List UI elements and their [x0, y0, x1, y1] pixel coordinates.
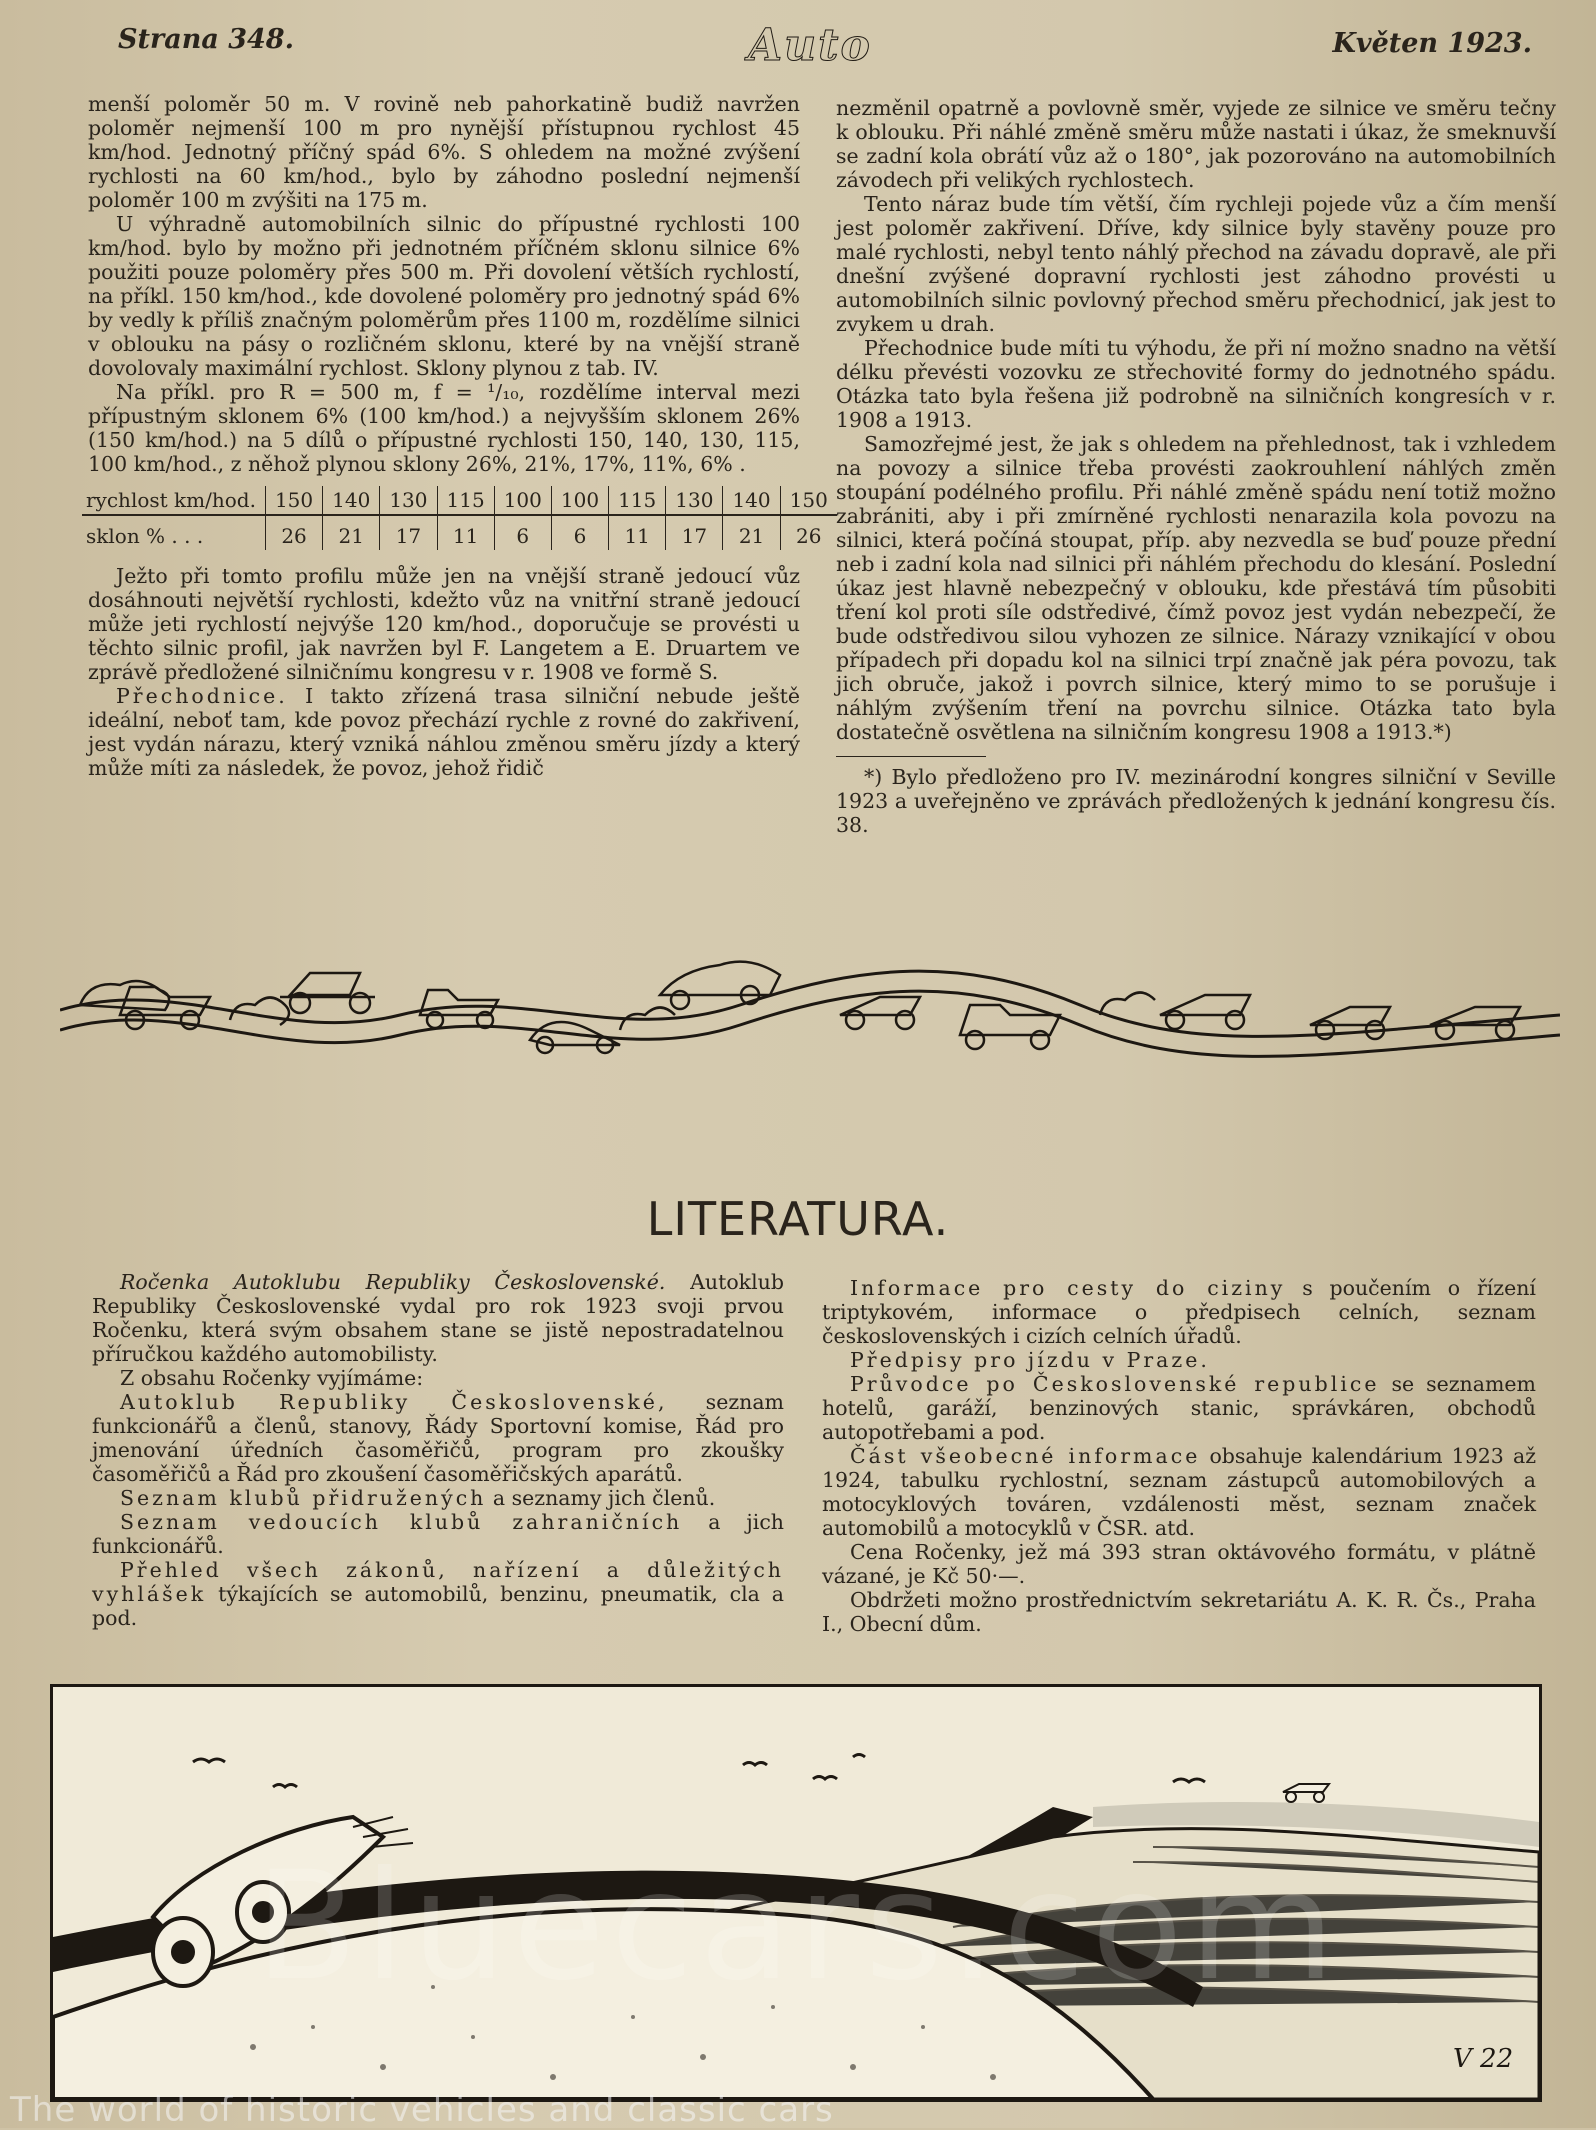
- page-number: Strana 348.: [118, 24, 294, 55]
- subheading-lead: Přechodnice.: [116, 684, 288, 708]
- spaced-lead: Autoklub Republiky Československé,: [120, 1390, 668, 1414]
- paragraph: [822, 1276, 1536, 1348]
- table-cell: 21: [323, 515, 380, 550]
- paragraph: [92, 1510, 784, 1558]
- landscape-car-illustration: [50, 1684, 1542, 2102]
- paragraph: nezměnil opatrně a povlovně směr, vyjede ze silnice ve směru tečny k oblouku. Při náhlé změně směru může nastati i úkaz, že smeknuvší se zadní kola obrátí vůz až o 180°, jak pozorováno na automobilních závodech při velikých rychlostech.: [836, 96, 1556, 192]
- paragraph-text: obsahuje kalendárium 1923 až 1924, tabulku rychlostní, seznam zástupců automobilových a motocyklových továren, vzdálenosti měst, seznam značek automobilů a motocyklů v ČSR. atd.: [822, 1444, 1536, 1540]
- table-cell: 115: [609, 486, 666, 515]
- paragraph-text: a jich funkcionářů.: [92, 1510, 784, 1558]
- spaced-lead: Průvodce po Československé republice: [850, 1372, 1380, 1396]
- paragraph: [92, 1486, 784, 1510]
- literature-column-right: [822, 1276, 1536, 1636]
- table-cell: 26: [780, 515, 837, 550]
- table-cell: 17: [666, 515, 723, 550]
- table-row-label: rychlost km/hod.: [86, 488, 256, 512]
- footnote: *) Bylo předloženo pro IV. mezinárodní kongres silniční v Seville 1923 a uveřejněno ve zprávách předložených k jednání kongresu čís. 38.: [836, 765, 1556, 837]
- table-cell: 6: [494, 515, 551, 550]
- paragraph: [92, 1270, 784, 1366]
- table-cell: 150: [780, 486, 837, 515]
- table-cell: 140: [723, 486, 780, 515]
- spaced-lead: Část všeobecné informace: [850, 1444, 1201, 1468]
- article-column-left: [86, 92, 828, 780]
- paragraph: Z obsahu Ročenky vyjímáme:: [120, 1366, 424, 1390]
- table-cell: 130: [666, 486, 723, 515]
- table-cell: 11: [437, 515, 494, 550]
- table-cell: 140: [323, 486, 380, 515]
- section-title: LITERATURA.: [646, 1192, 950, 1246]
- paragraph: Na příkl. pro R = 500 m, f = ¹/₁₀, rozdělíme interval mezi přípustným sklonem 6% (100 km/hod.) a nejvyšším sklonem 26% (150 km/hod.) na 5 dílů o přípustné rychlosti 150, 140, 130, 115, 100 km/hod., z něhož plynou sklony 26%, 21%, 17%, 11%, 6% .: [88, 380, 800, 476]
- watermark-tagline: The world of historic vehicles and classic cars: [10, 2090, 834, 2130]
- paragraph: [92, 1558, 784, 1630]
- article-column-right: [836, 96, 1556, 837]
- issue-date: Květen 1923.: [1332, 28, 1532, 59]
- spaced-lead: Předpisy pro jízdu v Praze.: [850, 1348, 1210, 1372]
- table-row-slope: [82, 515, 837, 550]
- spaced-lead: Seznam klubů přidružených: [120, 1486, 487, 1510]
- paragraph-text: týkajících se automobilů, benzinu, pneumatik, cla a pod.: [92, 1582, 784, 1630]
- table-cell: 150: [265, 486, 322, 515]
- footnote-divider: [836, 756, 986, 757]
- table-cell: 6: [551, 515, 608, 550]
- artist-signature: V 22: [1453, 2044, 1514, 2074]
- table-cell: 17: [380, 515, 437, 550]
- paragraph: Přechodnice bude míti tu výhodu, že při ní možno snadno na větší délku převésti vozovku ze střechovité formy do jednotného spádu. Otázka tato byla řešena již podrobně na silničních kongresích v r. 1908 a 1913.: [836, 336, 1556, 432]
- literature-column-left: [92, 1270, 784, 1630]
- paragraph: [822, 1444, 1536, 1540]
- spaced-lead: Přehled všech zákonů, nařízení a důležitých vyhlášek: [92, 1558, 784, 1606]
- table-cell: 26: [265, 515, 322, 550]
- landscape-drawing: [53, 1687, 1539, 2099]
- spaced-lead: Informace pro cesty do ciziny: [850, 1276, 1286, 1300]
- paragraph: Obdržeti možno prostřednictvím sekretariátu A. K. R. Čs., Praha I., Obecní dům.: [822, 1588, 1536, 1636]
- table-row-speed: [82, 486, 837, 515]
- paragraph: [822, 1372, 1536, 1444]
- magazine-logo: Auto: [748, 20, 872, 71]
- paragraph-text: a seznamy jich členů.: [486, 1486, 716, 1510]
- book-title: Ročenka Autoklubu Republiky Československé.: [120, 1270, 666, 1294]
- table-cell: 130: [380, 486, 437, 515]
- table-cell: 115: [437, 486, 494, 515]
- table-cell: 100: [551, 486, 608, 515]
- paragraph: [88, 684, 800, 780]
- page-header: [118, 20, 1532, 74]
- paragraph: menší poloměr 50 m. V rovině neb pahorkatině budiž navržen poloměr nejmenší 100 m pro nynější přístupnou rychlost 45 km/hod. Jednotný příčný spád 6%. S ohledem na možné zvýšení rychlosti na 60 km/hod., bylo by záhodno poslední nejmenší poloměr 100 m zvýšiti na 175 m.: [88, 92, 800, 212]
- speed-slope-table: [82, 486, 837, 550]
- car-frieze-illustration: [60, 935, 1560, 1065]
- table-row-label: sklon % . . .: [82, 515, 265, 550]
- paragraph: [92, 1390, 784, 1486]
- paragraph: [822, 1348, 1536, 1372]
- table-cell: 21: [723, 515, 780, 550]
- paragraph-text: s poučením o řízení triptykovém, informace o předpisech celních, seznam československých i cizích celních úřadů.: [822, 1276, 1536, 1348]
- paragraph-text: seznam funkcionářů a členů, stanovy, Řády Sportovní komise, Řád pro jmenování úředních časoměřičů, program pro zkoušky časoměřičů a Řád pro zkoušení časoměřičských aparátů.: [92, 1390, 784, 1486]
- table-cell: 100: [494, 486, 551, 515]
- paragraph-text: Autoklub Republiky Československé vydal pro rok 1923 svoji prvou Ročenku, která svým obsahem stane se jistě nepostradatelnou příručkou každého automobilisty.: [92, 1270, 784, 1366]
- table-cell: 11: [609, 515, 666, 550]
- paragraph: Cena Ročenky, jež má 393 stran oktávového formátu, v plátně vázané, je Kč 50·—.: [822, 1540, 1536, 1588]
- paragraph: Samozřejmé jest, že jak s ohledem na přehlednost, tak i vzhledem na povozy a silnice třeba provésti zaokrouhlení náhlých změn stoupání podélného profilu. Při náhlé změně spádu není totiž možno zabrániti, aby i při zmírněné rychlosti nenarazila kola povozu na silnici, která počíná stoupat, příp. aby nezvedla se buď pouze přední neb i zadní kola nad silnici při náhlém přechodu do klesání. Poslední úkaz jest hlavně nebezpečný v oblouku, kde přestává tím působiti tření kol proti síle odstředivé, čímž povoz jest vydán nebezpečí, že bude odstředivou silou vyhozen ze silnice. Nárazy vznikající v obou případech při dopadu kol na silnici trpí značně jak péra povozu, tak jich obruče, jakož i povrch silnice, který mimo to se porušuje i náhlým zvýšením tření na povrchu silnice. Otázka tato byla dostatečně osvětlena na silničním kongresu 1908 a 1913.*): [836, 432, 1556, 744]
- paragraph-text: se seznamem hotelů, garáží, benzinových stanic, správkáren, obchodů autopotřebami a pod.: [822, 1372, 1536, 1444]
- paragraph: U výhradně automobilních silnic do přípustné rychlosti 100 km/hod. bylo by možno při jednotném příčném sklonu silnice 6% použiti pouze poloměry přes 500 m. Při dovolení větších rychlostí, na příkl. 150 km/hod., kde dovolené poloměry pro jednotný spád 6% by vedly k příliš značným poloměrům přes 1100 m, rozdělíme silnici v oblouku na pásy o rozličném sklonu, které by na vnější straně dovolovaly maximální rychlost. Sklony plynou z tab. IV.: [88, 212, 800, 380]
- paragraph: Tento náraz bude tím větší, čím rychleji pojede vůz a čím menší jest poloměr zakřivení. Dříve, kdy silnice byly stavěny pouze pro malé rychlosti, nebyl tento náhlý přechod na závadu dopravě, ale při dnešní zvýšené dopravní rychlosti jest záhodno provésti u automobilních silnic povlovný přechod směru přechodnicí, jak jest to zvykem u drah.: [836, 192, 1556, 336]
- spaced-lead: Seznam vedoucích klubů zahraničních: [120, 1510, 683, 1534]
- paragraph: Ježto při tomto profilu může jen na vnější straně jedoucí vůz dosáhnouti největší rychlosti, kdežto vůz na vnitřní straně jedoucí může jeti rychlostí nejvýše 120 km/hod., doporučuje se provésti u těchto silnic profil, jak navržen byl F. Langetem a E. Druartem ve zprávě předložené silničnímu kongresu v r. 1908 ve formě S.: [88, 564, 800, 684]
- paragraph-text: I takto zřízená trasa silniční nebude ještě ideální, neboť tam, kde povoz přechází rychle z rovné do zakřivení, jest vydán nárazu, který vzniká náhlou změnou směru jízdy a který může míti za následek, že povoz, jehož řidič: [88, 684, 800, 780]
